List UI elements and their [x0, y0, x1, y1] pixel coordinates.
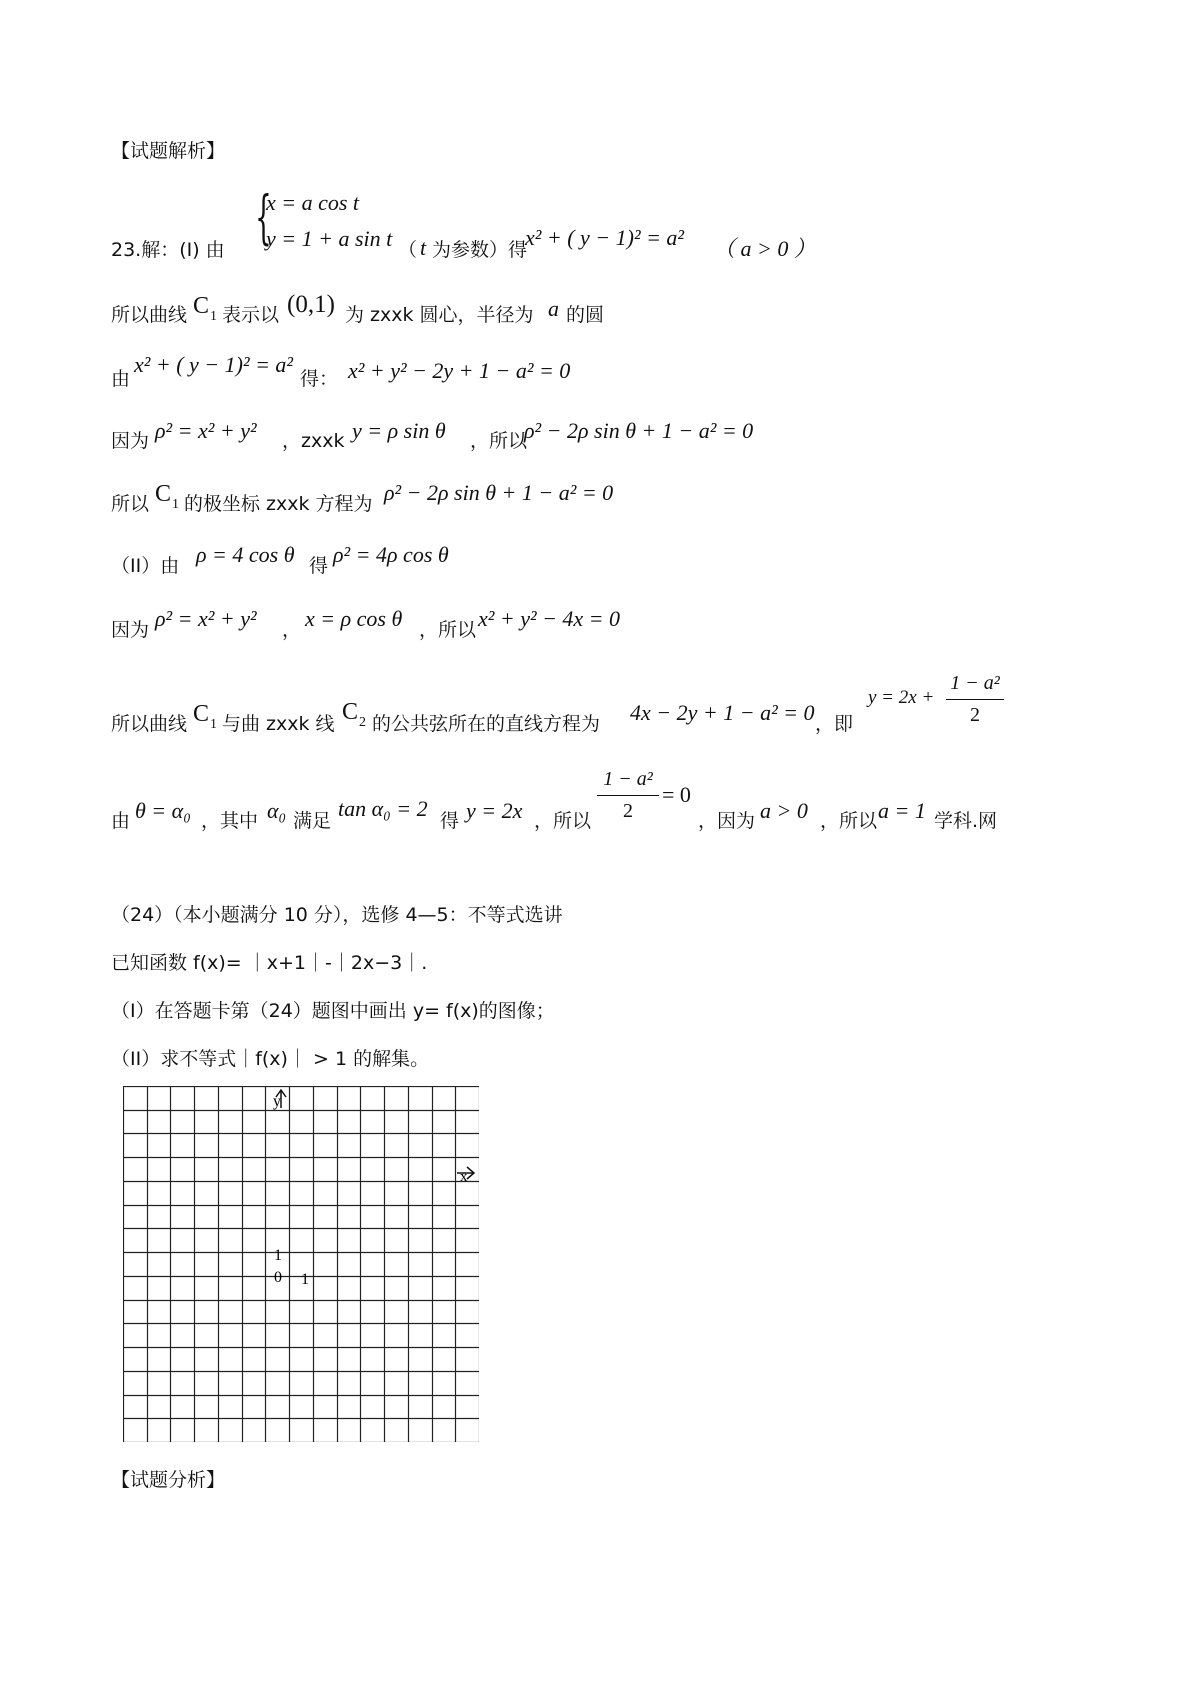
equation: y = 2x + — [868, 687, 935, 708]
param-note-close: 为参数）得 — [432, 239, 528, 261]
y-axis-label: y — [273, 1093, 281, 1110]
equation: ρ² = x² + y² — [155, 606, 257, 631]
equation: ρ² − 2ρ sin θ + 1 − a² = 0 — [384, 480, 614, 505]
equation: θ = α₀ — [135, 798, 191, 823]
text: ，所以 — [534, 810, 592, 832]
text: 由 — [111, 810, 131, 832]
system-eq-1: x = a cos t — [266, 190, 360, 215]
equation: ρ² = x² + y² — [155, 418, 257, 443]
fraction-denominator: 2 — [623, 800, 633, 822]
q24-part-1: （I）在答题卡第（24）题图中画出 y= f(x)的图像； — [111, 1000, 555, 1022]
text: 的公共弦所在的直线方程为 — [372, 713, 601, 735]
curve-c1: C — [193, 293, 210, 319]
equation: x² + y² − 2y + 1 − a² = 0 — [348, 358, 571, 383]
center-point: (0,1) — [287, 291, 335, 318]
text: 与曲 zxxk 线 — [222, 713, 335, 735]
fraction-2 — [597, 768, 659, 823]
text: 学科.网 — [934, 810, 998, 832]
q24-title: （24）（本小题满分 10 分），选修 4—5：不等式选讲 — [111, 904, 563, 926]
fraction-bar — [597, 795, 659, 796]
equation: y = 2x — [466, 798, 523, 823]
text: 为 zxxk 圆心，半径为 — [345, 304, 534, 326]
text: 因为 — [111, 619, 150, 641]
section-heading-analysis-2: 【试题分析】 — [111, 1469, 226, 1491]
text: （II）由 — [111, 555, 180, 577]
equation: x = ρ cos θ — [305, 606, 403, 631]
q24-given-function: 已知函数 f(x)= ｜x+1｜-｜2x−3｜. — [111, 952, 428, 974]
text: 满足 — [293, 810, 332, 832]
system-brace: { — [255, 183, 272, 251]
text: 因为 — [111, 430, 150, 452]
condition-a-positive: （ a > 0 ） — [713, 236, 816, 261]
text: 得 — [440, 810, 460, 832]
equation: a > 0 — [760, 798, 808, 823]
param-t: t — [420, 235, 427, 260]
curve-c1-subscript: 1 — [210, 309, 217, 324]
curve-c1-subscript: 1 — [210, 717, 217, 732]
text: 得 — [309, 555, 329, 577]
curve-c1-subscript: 1 — [172, 497, 179, 512]
curve-c1: C — [155, 481, 172, 507]
equation: tan α₀ = 2 — [338, 796, 428, 821]
equation: ρ = 4 cos θ — [196, 542, 295, 567]
unit-x-label: 1 — [301, 1271, 309, 1288]
circle-equation: x² + ( y − 1)² = a² — [525, 225, 685, 250]
fraction-bar — [946, 699, 1004, 700]
x-axis-label: x — [460, 1169, 468, 1185]
text: ，zxxk — [282, 430, 345, 452]
fraction-numerator: 1 − a² — [603, 768, 653, 790]
origin-label: 0 — [274, 1269, 282, 1286]
coordinate-grid-figure — [123, 1086, 479, 1442]
equation: a = 1 — [878, 798, 926, 823]
text: 的圆 — [566, 304, 605, 326]
common-chord-equation: 4x − 2y + 1 − a² = 0 — [630, 700, 815, 725]
text: ，所以 — [419, 619, 477, 641]
text: ，所以 — [820, 810, 878, 832]
text: 得： — [300, 368, 339, 390]
text: ，其中 — [201, 810, 259, 832]
equation: x² + ( y − 1)² = a² — [134, 352, 294, 377]
fraction-numerator: 1 − a² — [950, 672, 1000, 694]
param-note-open: （ — [398, 239, 418, 261]
q24-part-2: （II）求不等式｜f(x)｜ > 1 的解集。 — [111, 1048, 430, 1070]
equation: = 0 — [662, 782, 691, 807]
q23-intro: 23.解：(I) 由 — [111, 239, 225, 261]
radius-a: a — [548, 296, 559, 321]
curve-c1: C — [193, 701, 210, 727]
alpha-0: α₀ — [267, 798, 287, 823]
curve-c2-subscript: 2 — [359, 715, 366, 730]
equation: ρ² = 4ρ cos θ — [333, 542, 449, 567]
system-eq-2: y = 1 + a sin t — [266, 226, 393, 251]
text: 的极坐标 zxxk 方程为 — [184, 493, 373, 515]
equation: x² + y² − 4x = 0 — [478, 606, 621, 631]
fraction-1 — [946, 672, 1004, 727]
grid-lines — [123, 1086, 479, 1442]
unit-y-label: 1 — [274, 1247, 282, 1264]
fraction-denominator: 2 — [970, 704, 980, 726]
text: 所以曲线 — [111, 304, 188, 326]
text: 由 — [111, 368, 131, 390]
curve-c2: C — [342, 699, 359, 725]
text: ， — [282, 619, 302, 641]
text: ，即 — [815, 713, 854, 735]
text: 所以曲线 — [111, 713, 188, 735]
text: ，所以 — [470, 430, 528, 452]
equation: ρ² − 2ρ sin θ + 1 − a² = 0 — [524, 418, 754, 443]
text: 表示以 — [222, 304, 280, 326]
text: 所以 — [111, 493, 150, 515]
equation: y = ρ sin θ — [352, 418, 446, 443]
text: ，因为 — [698, 810, 756, 832]
section-heading-analysis: 【试题解析】 — [111, 140, 226, 162]
